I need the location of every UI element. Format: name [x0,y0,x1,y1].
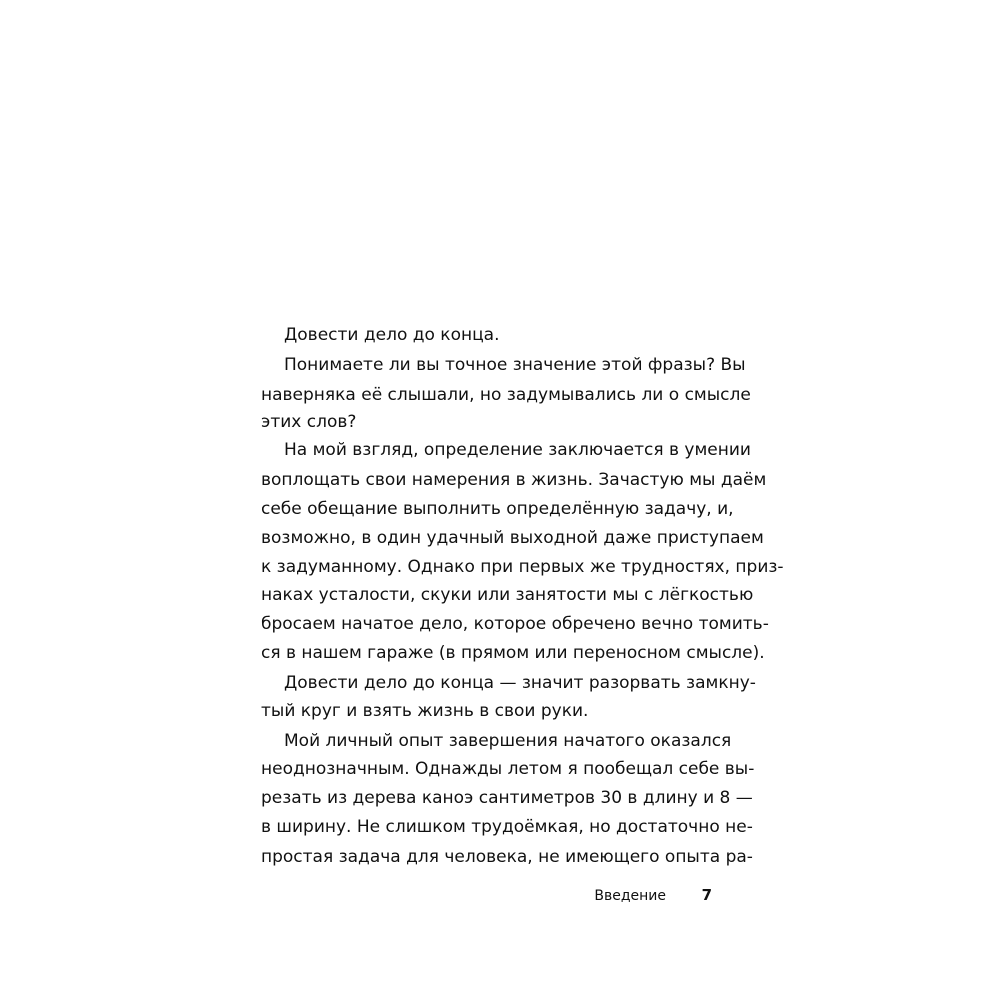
text-line: Мой личный опыт завершения начатого оказался [284,731,732,751]
text-line: простая задача для человека, не имеющего опыта ра- [261,847,753,867]
text-line: в ширину. Не слишком трудоёмкая, но достаточно не- [261,817,753,837]
text-line: бросаем начатое дело, которое обречено вечно томить- [261,614,769,634]
text-line: воплощать свои намерения в жизнь. Зачастую мы даём [261,470,767,490]
page-number: 7 [701,886,712,904]
text-line: тый круг и взять жизнь в свои руки. [261,701,589,721]
text-line: На мой взгляд, определение заключается в умении [284,440,751,460]
text-line: наверняка её слышали, но задумывались ли о смысле [261,385,751,405]
text-line: возможно, в один удачный выходной даже приступаем [261,528,764,548]
text-line: себе обещание выполнить определённую задачу, и, [261,499,734,519]
text-line: Довести дело до конца. [284,325,500,345]
text-line: неоднозначным. Однажды летом я пообещал себе вы- [261,759,755,779]
text-line: Довести дело до конца — значит разорвать замкну- [284,673,756,693]
running-footer-section: Введение [594,888,666,904]
text-line: наках усталости, скуки или занятости мы с лёгкостью [261,585,754,605]
text-line: Понимаете ли вы точное значение этой фразы? Вы [284,355,746,375]
text-line: этих слов? [261,412,357,432]
text-line: к задуманному. Однако при первых же трудностях, приз- [261,557,784,577]
text-line: резать из дерева каноэ сантиметров 30 в длину и 8 — [261,788,753,808]
text-line: ся в нашем гараже (в прямом или переносном смысле). [261,643,765,663]
